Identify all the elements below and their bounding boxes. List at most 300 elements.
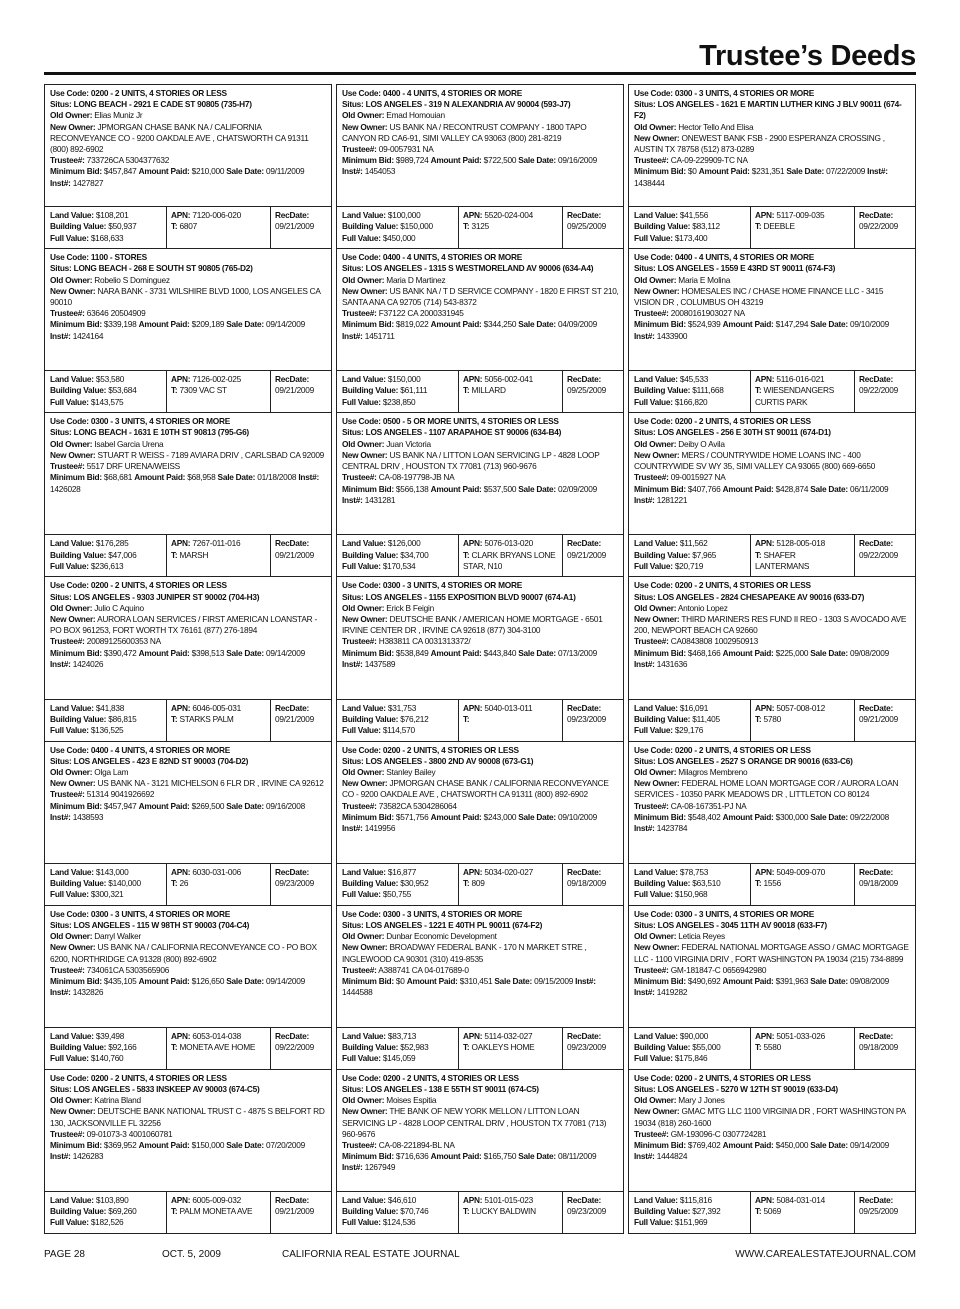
deed-record bbox=[337, 742, 623, 906]
use-code bbox=[634, 88, 814, 98]
amount-paid bbox=[431, 155, 517, 165]
full-value-label: Full Value: bbox=[634, 396, 673, 407]
new-owner-value: MERS / COUNTRYWIDE HOME LOANS INC - 400 COUNTRYWIDE SV WY 35, SIMI VALLEY CA 93065 (800) 669-6650 bbox=[634, 449, 876, 472]
minimum-bid bbox=[634, 166, 697, 176]
trustee-number bbox=[342, 472, 454, 482]
new-owner bbox=[50, 1106, 325, 1127]
situs-value: LOS ANGELES - 5270 W 12TH ST 90019 (633-D4) bbox=[657, 1084, 838, 1095]
rec-date-label: RecDate: bbox=[567, 210, 601, 221]
full-value-label: Full Value: bbox=[342, 1053, 381, 1064]
deed-values bbox=[45, 534, 331, 576]
new-owner-value: FEDERAL HOME LOAN MORTGAGE COR / AURORA LOAN SERVICES - 10350 PARK MEADOWS DR , LITTLETON CO 80124 bbox=[634, 778, 899, 800]
inst-number-label: Inst#: bbox=[50, 177, 71, 188]
use-code bbox=[342, 580, 522, 590]
building-value-value: $55,000 bbox=[692, 1042, 721, 1053]
recdate-cell bbox=[271, 1028, 331, 1069]
amount-paid-value: $450,000 bbox=[775, 1140, 809, 1151]
deed-record bbox=[629, 413, 915, 577]
deed-values bbox=[45, 863, 331, 905]
amount-paid-label: Amount Paid: bbox=[722, 483, 774, 494]
trustee-number-label: Trustee#: bbox=[634, 472, 669, 483]
use-code-label: Use Code: bbox=[342, 580, 381, 591]
building-value-value: $52,983 bbox=[400, 1042, 429, 1053]
tract-label: T: bbox=[171, 549, 178, 560]
old-owner-label: Old Owner: bbox=[634, 274, 677, 285]
tract-label: T: bbox=[171, 1206, 178, 1217]
tract-label: T: bbox=[463, 221, 470, 232]
land-value bbox=[342, 1031, 416, 1041]
new-owner-label: New Owner: bbox=[50, 778, 96, 789]
deed-record bbox=[45, 742, 331, 906]
tract-label: T: bbox=[755, 385, 762, 396]
apn-value: 5117-009-035 bbox=[776, 210, 825, 221]
column-2 bbox=[336, 84, 624, 1234]
deed-record bbox=[629, 1070, 915, 1233]
deed-values bbox=[337, 1027, 623, 1069]
inst-number-label: Inst#: bbox=[634, 658, 655, 669]
inst-number bbox=[634, 331, 687, 341]
rec-date-label: RecDate: bbox=[275, 374, 309, 385]
amount-paid bbox=[139, 648, 225, 658]
full-value-label: Full Value: bbox=[634, 724, 673, 735]
amount-paid-value: $344,250 bbox=[483, 319, 517, 330]
rec-date-value: 09/22/2009 bbox=[859, 385, 899, 396]
old-owner bbox=[50, 439, 163, 449]
sale-date-value: 09/22/2008 bbox=[849, 811, 889, 822]
apn bbox=[463, 538, 533, 548]
sale-date-label: Sale Date: bbox=[518, 319, 556, 330]
amount-paid bbox=[407, 976, 493, 986]
rec-date-value: 09/21/2009 bbox=[275, 713, 315, 724]
inst-number-value: 1424164 bbox=[72, 330, 104, 341]
apn-value: 5057-008-012 bbox=[776, 702, 826, 713]
rec-date-label: RecDate: bbox=[275, 866, 309, 877]
use-code-label: Use Code: bbox=[634, 416, 673, 427]
new-owner bbox=[342, 1106, 606, 1138]
tract bbox=[463, 550, 555, 571]
situs-label: Situs: bbox=[634, 263, 656, 274]
sale-date-value: 09/14/2009 bbox=[849, 1140, 889, 1151]
apn-value: 5049-009-070 bbox=[776, 866, 826, 877]
new-owner-label: New Owner: bbox=[342, 449, 388, 460]
deed-values bbox=[337, 206, 623, 248]
new-owner-value: US BANK NA / CALIFORNIA RECONVEYANCE CO - PO BOX 6200, NORTHRIDGE CA 91328 (800) 892-6902 bbox=[50, 942, 317, 964]
sale-date-label: Sale Date: bbox=[226, 800, 264, 811]
building-value bbox=[50, 1042, 137, 1052]
new-owner-value: BROADWAY FEDERAL BANK - 170 N MARKET STRE , INGLEWOOD CA 90301 (310) 419-8535 bbox=[342, 942, 587, 964]
minimum-bid-label: Minimum Bid: bbox=[50, 319, 102, 330]
old-owner-label: Old Owner: bbox=[50, 602, 93, 613]
rec-date-label: RecDate: bbox=[275, 702, 309, 713]
recdate-cell bbox=[271, 864, 331, 905]
situs-value: LOS ANGELES - 5833 INSKEEP AV 90003 (674-C5) bbox=[73, 1084, 260, 1095]
use-code-value: 0200 - 2 UNITS, 4 STORIES OR LESS bbox=[674, 416, 811, 427]
situs bbox=[634, 592, 864, 602]
use-code-value: 0400 - 4 UNITS, 4 STORIES OR MORE bbox=[382, 252, 522, 263]
rec-date-label: RecDate: bbox=[859, 866, 893, 877]
tract-value: 809 bbox=[471, 877, 485, 888]
tract bbox=[755, 1042, 781, 1052]
land-value-label: Land Value: bbox=[50, 1030, 94, 1041]
recdate-cell bbox=[563, 1192, 623, 1233]
building-value bbox=[634, 714, 720, 724]
situs-value: LOS ANGELES - 9303 JUNIPER ST 90002 (704-H3) bbox=[73, 591, 260, 602]
land-value bbox=[634, 1195, 712, 1205]
amount-paid-label: Amount Paid: bbox=[722, 647, 774, 658]
apn-cell bbox=[751, 864, 855, 905]
trustee-number-value: CA-08-167351-PJ NA bbox=[670, 800, 747, 811]
new-owner bbox=[634, 1106, 905, 1127]
new-owner-value: GMAC MTG LLC 1100 VIRGINIA DR , FORT WASHINGTON PA 19034 (818) 260-1600 bbox=[634, 1106, 906, 1128]
trustee-number bbox=[634, 636, 758, 646]
land-value-value: $126,000 bbox=[387, 538, 421, 549]
trustee-number-label: Trustee#: bbox=[634, 155, 669, 166]
minimum-bid bbox=[634, 812, 721, 822]
use-code-value: 0400 - 4 UNITS, 4 STORIES OR MORE bbox=[90, 744, 230, 755]
values-cell bbox=[629, 207, 751, 248]
deed-values bbox=[629, 370, 915, 412]
new-owner-value: STUART R WEISS - 7189 AVIARA DRIV , CARLSBAD CA 92009 bbox=[97, 449, 325, 460]
land-value bbox=[50, 374, 124, 384]
trustee-number-label: Trustee#: bbox=[634, 964, 669, 975]
deed-values bbox=[337, 1191, 623, 1233]
full-value-value: $29,176 bbox=[674, 724, 704, 735]
trustee-number bbox=[634, 965, 766, 975]
apn-cell bbox=[459, 535, 563, 576]
rec-date-label: RecDate: bbox=[859, 1030, 893, 1041]
apn bbox=[463, 703, 532, 713]
values-cell bbox=[337, 700, 459, 741]
apn-label: APN: bbox=[463, 374, 483, 385]
amount-paid-label: Amount Paid: bbox=[430, 647, 482, 658]
building-value-label: Building Value: bbox=[342, 1206, 399, 1217]
full-value-label: Full Value: bbox=[634, 232, 673, 243]
trustee-number-value: CA-08-197798-JB NA bbox=[378, 472, 455, 483]
tract-label: T: bbox=[755, 549, 762, 560]
old-owner-value: Leticia Reyes bbox=[678, 931, 725, 942]
old-owner bbox=[634, 931, 725, 941]
use-code bbox=[50, 745, 230, 755]
amount-paid-value: $310,451 bbox=[459, 975, 493, 986]
full-value-value: $300,321 bbox=[90, 889, 124, 900]
inst-number bbox=[50, 987, 103, 997]
trustee-number-label: Trustee#: bbox=[50, 155, 85, 166]
apn-cell bbox=[751, 207, 855, 248]
deed-record bbox=[45, 1070, 331, 1233]
trustee-number-label: Trustee#: bbox=[342, 1140, 377, 1151]
trustee-number bbox=[50, 308, 146, 318]
land-value-label: Land Value: bbox=[50, 1194, 94, 1205]
minimum-bid-label: Minimum Bid: bbox=[50, 1140, 102, 1151]
trustee-number bbox=[50, 155, 169, 165]
situs-label: Situs: bbox=[634, 99, 656, 110]
inst-number-value: 1419282 bbox=[656, 987, 688, 998]
apn-cell bbox=[459, 1028, 563, 1069]
land-value-value: $39,498 bbox=[95, 1030, 125, 1041]
tract bbox=[171, 221, 197, 231]
apn bbox=[463, 374, 533, 384]
tract-value: 5780 bbox=[763, 713, 781, 724]
amount-paid-label: Amount Paid: bbox=[698, 166, 750, 177]
apn-value: 5114-032-027 bbox=[484, 1030, 533, 1041]
values-cell bbox=[337, 371, 459, 412]
building-value bbox=[634, 385, 724, 395]
sale-date-label: Sale Date: bbox=[494, 975, 533, 986]
inst-number-value: 1427827 bbox=[72, 177, 104, 188]
amount-paid-label: Amount Paid: bbox=[138, 319, 190, 330]
tract-value: OAKLEYS HOME bbox=[471, 1042, 535, 1053]
inst-number bbox=[50, 812, 103, 822]
old-owner-value: Elias Muniz Jr bbox=[94, 110, 143, 121]
use-code-value: 0300 - 3 UNITS, 4 STORIES OR MORE bbox=[674, 88, 814, 98]
inst-number-label: Inst#: bbox=[634, 822, 655, 833]
inst-number-value: 1454053 bbox=[364, 166, 396, 177]
deed-record bbox=[337, 906, 623, 1070]
situs bbox=[634, 756, 853, 766]
use-code-label: Use Code: bbox=[50, 580, 89, 591]
use-code bbox=[634, 252, 814, 262]
situs-label: Situs: bbox=[50, 591, 72, 602]
new-owner-value: US BANK NA / RECONTRUST COMPANY - 1800 TAPO CANYON RD CA6-91, SIMI VALLEY CA 93063 (800) 281-8219 bbox=[342, 121, 587, 143]
old-owner-value: Emad Homouian bbox=[386, 110, 445, 121]
land-value bbox=[50, 867, 129, 877]
minimum-bid-value: $716,636 bbox=[395, 1151, 429, 1162]
tract-label: T: bbox=[755, 221, 762, 232]
use-code bbox=[50, 88, 227, 98]
use-code-value: 0300 - 3 UNITS, 4 STORIES OR MORE bbox=[90, 416, 230, 427]
use-code-label: Use Code: bbox=[342, 744, 381, 755]
minimum-bid-label: Minimum Bid: bbox=[50, 472, 102, 483]
minimum-bid-value: $468,166 bbox=[687, 647, 721, 658]
land-value-value: $16,877 bbox=[387, 866, 417, 877]
trustee-number bbox=[50, 1129, 172, 1139]
new-owner-value: US BANK NA - 3121 MICHELSON 6 FLR DR , IRVINE CA 92612 bbox=[97, 778, 324, 789]
building-value-label: Building Value: bbox=[342, 221, 399, 232]
minimum-bid bbox=[50, 166, 137, 176]
column-1 bbox=[44, 84, 332, 1234]
trustee-number-value: A388741 CA 04-017689-0 bbox=[378, 964, 469, 975]
building-value-value: $70,746 bbox=[400, 1206, 429, 1217]
tract bbox=[171, 385, 227, 395]
minimum-bid bbox=[342, 976, 405, 986]
inst-number-value: 1431281 bbox=[364, 494, 396, 505]
use-code bbox=[634, 909, 814, 919]
minimum-bid bbox=[634, 976, 721, 986]
full-value-label: Full Value: bbox=[50, 1053, 89, 1064]
old-owner-label: Old Owner: bbox=[50, 438, 93, 449]
inst-number bbox=[342, 166, 395, 176]
old-owner-value: Moises Espitia bbox=[386, 1095, 437, 1106]
situs-value: LOS ANGELES - 1155 EXPOSITION BLVD 90007 (674-A1) bbox=[365, 591, 576, 602]
full-value-label: Full Value: bbox=[634, 1217, 673, 1228]
tract-value: 7309 VAC ST bbox=[179, 385, 227, 396]
recdate-cell bbox=[563, 371, 623, 412]
full-value-value: $145,059 bbox=[382, 1053, 416, 1064]
minimum-bid-label: Minimum Bid: bbox=[634, 166, 686, 177]
new-owner bbox=[50, 942, 317, 963]
deed-values bbox=[45, 206, 331, 248]
trustee-number-label: Trustee#: bbox=[634, 1128, 669, 1139]
new-owner bbox=[634, 778, 898, 799]
land-value-value: $100,000 bbox=[387, 210, 421, 221]
building-value bbox=[50, 878, 141, 888]
new-owner-label: New Owner: bbox=[634, 132, 680, 143]
apn bbox=[463, 867, 533, 877]
deed-details bbox=[45, 1070, 331, 1191]
situs-value: LOS ANGELES - 1621 E MARTIN LUTHER KING J BLV 90011 (674-F2) bbox=[634, 99, 902, 121]
recdate-cell bbox=[855, 700, 915, 741]
values-cell bbox=[337, 1192, 459, 1233]
trustee-number bbox=[634, 1129, 766, 1139]
full-value-label: Full Value: bbox=[342, 560, 381, 571]
building-value bbox=[342, 1206, 429, 1216]
apn-cell bbox=[167, 535, 271, 576]
use-code bbox=[342, 909, 522, 919]
situs bbox=[342, 756, 533, 766]
apn-value: 5051-033-026 bbox=[776, 1030, 826, 1041]
rec-date-value: 09/21/2009 bbox=[859, 713, 899, 724]
inst-number-value: 1423784 bbox=[656, 822, 688, 833]
use-code-value: 0200 - 2 UNITS, 4 STORIES OR LESS bbox=[674, 580, 811, 591]
old-owner-value: Maria E Molina bbox=[678, 274, 731, 285]
sale-date-value: 09/08/2009 bbox=[849, 975, 889, 986]
minimum-bid bbox=[50, 319, 137, 329]
situs bbox=[634, 920, 827, 930]
tract-label: T: bbox=[463, 877, 470, 888]
land-value bbox=[342, 703, 416, 713]
recdate-cell bbox=[563, 864, 623, 905]
amount-paid-value: $428,874 bbox=[775, 483, 809, 494]
land-value-label: Land Value: bbox=[50, 538, 94, 549]
old-owner bbox=[50, 603, 144, 613]
rec-date-value: 09/21/2009 bbox=[275, 1206, 315, 1217]
sale-date bbox=[226, 166, 304, 176]
amount-paid bbox=[431, 484, 517, 494]
rec-date-value: 09/22/2009 bbox=[275, 1042, 315, 1053]
minimum-bid bbox=[342, 1151, 429, 1161]
full-value bbox=[634, 1217, 707, 1227]
sale-date bbox=[518, 1151, 596, 1161]
sale-date-label: Sale Date: bbox=[226, 319, 264, 330]
deed-record bbox=[629, 906, 915, 1070]
trustee-number bbox=[634, 801, 746, 811]
amount-paid-value: $722,500 bbox=[483, 155, 517, 166]
full-value-label: Full Value: bbox=[634, 1053, 673, 1064]
old-owner-value: Darryl Walker bbox=[94, 931, 141, 942]
recdate-cell bbox=[271, 207, 331, 248]
situs bbox=[50, 920, 249, 930]
full-value bbox=[50, 1053, 123, 1063]
rec-date-value: 09/23/2009 bbox=[567, 1042, 607, 1053]
inst-number-value: 1438593 bbox=[72, 811, 104, 822]
rec-date-label: RecDate: bbox=[275, 210, 309, 221]
old-owner bbox=[634, 1095, 725, 1105]
values-cell bbox=[629, 700, 751, 741]
use-code bbox=[50, 909, 230, 919]
inst-number bbox=[634, 823, 687, 833]
amount-paid bbox=[139, 319, 225, 329]
new-owner-label: New Owner: bbox=[342, 121, 388, 132]
full-value-value: $143,575 bbox=[90, 396, 124, 407]
old-owner-label: Old Owner: bbox=[50, 1095, 93, 1106]
old-owner bbox=[50, 767, 128, 777]
land-value-value: $103,890 bbox=[95, 1194, 129, 1205]
use-code-label: Use Code: bbox=[342, 1072, 381, 1083]
new-owner bbox=[634, 614, 906, 635]
minimum-bid-value: $457,947 bbox=[103, 800, 137, 811]
new-owner-value: DEUTSCHE BANK NATIONAL TRUST C - 4875 S BELFORT RD 130, JACKSONVILLE FL 32256 bbox=[50, 1106, 325, 1128]
situs-label: Situs: bbox=[634, 427, 656, 438]
old-owner bbox=[342, 603, 434, 613]
footer-url: WWW.CAREALESTATEJOURNAL.COM bbox=[735, 1249, 916, 1260]
tract bbox=[755, 1206, 781, 1216]
deed-details bbox=[629, 249, 915, 370]
inst-number bbox=[634, 1151, 687, 1161]
use-code-value: 0300 - 3 UNITS, 4 STORIES OR MORE bbox=[674, 908, 814, 919]
apn-cell bbox=[751, 1192, 855, 1233]
use-code-label: Use Code: bbox=[342, 908, 381, 919]
building-value bbox=[634, 221, 720, 231]
trustee-number-value: 20080161903027 NA bbox=[670, 308, 745, 319]
rec-date-value: 09/25/2009 bbox=[859, 1206, 899, 1217]
building-value-value: $150,000 bbox=[400, 221, 433, 232]
inst-number-label: Inst#: bbox=[342, 1162, 363, 1173]
amount-paid bbox=[723, 812, 809, 822]
minimum-bid-label: Minimum Bid: bbox=[342, 975, 394, 986]
apn-label: APN: bbox=[171, 538, 191, 549]
minimum-bid-value: $407,766 bbox=[687, 483, 721, 494]
apn-cell bbox=[167, 207, 271, 248]
apn-cell bbox=[459, 864, 563, 905]
trustee-number bbox=[634, 472, 726, 482]
old-owner-value: Mary J Jones bbox=[678, 1095, 725, 1106]
amount-paid bbox=[139, 801, 225, 811]
apn-value: 5116-016-021 bbox=[776, 374, 825, 385]
building-value bbox=[50, 385, 137, 395]
land-value bbox=[50, 210, 129, 220]
tract bbox=[755, 714, 781, 724]
building-value-value: $140,000 bbox=[108, 877, 141, 888]
tract bbox=[755, 550, 809, 571]
tract bbox=[171, 714, 234, 724]
building-value bbox=[342, 221, 433, 231]
tract-value: 26 bbox=[179, 877, 189, 888]
sale-date-label: Sale Date: bbox=[518, 155, 556, 166]
new-owner-value: HOMESALES INC / CHASE HOME FINANCE LLC - 3415 VISION DR , COLUMBUS OH 43219 bbox=[634, 285, 884, 307]
apn-value: 6053-014-038 bbox=[192, 1030, 242, 1041]
use-code-value: 0200 - 2 UNITS, 4 STORIES OR LESS bbox=[90, 580, 227, 591]
sale-date bbox=[810, 319, 889, 329]
amount-paid-label: Amount Paid: bbox=[138, 800, 190, 811]
land-value-value: $176,285 bbox=[95, 538, 129, 549]
use-code-value: 0300 - 3 UNITS, 4 STORIES OR MORE bbox=[382, 908, 522, 919]
use-code-value: 0200 - 2 UNITS, 4 STORIES OR LESS bbox=[382, 744, 519, 755]
deed-details bbox=[337, 577, 623, 698]
minimum-bid-value: $490,692 bbox=[687, 975, 721, 986]
building-value-label: Building Value: bbox=[50, 713, 107, 724]
rec-date-value: 09/25/2009 bbox=[567, 221, 607, 232]
amount-paid-value: $165,750 bbox=[483, 1151, 517, 1162]
apn-label: APN: bbox=[171, 702, 191, 713]
old-owner bbox=[50, 275, 170, 285]
deed-details bbox=[629, 906, 915, 1027]
new-owner-label: New Owner: bbox=[50, 449, 96, 460]
full-value-label: Full Value: bbox=[50, 396, 89, 407]
building-value-label: Building Value: bbox=[634, 221, 691, 232]
deed-details bbox=[45, 413, 331, 534]
trustee-number-value: 09-0057931 NA bbox=[378, 144, 434, 155]
new-owner bbox=[50, 450, 324, 460]
